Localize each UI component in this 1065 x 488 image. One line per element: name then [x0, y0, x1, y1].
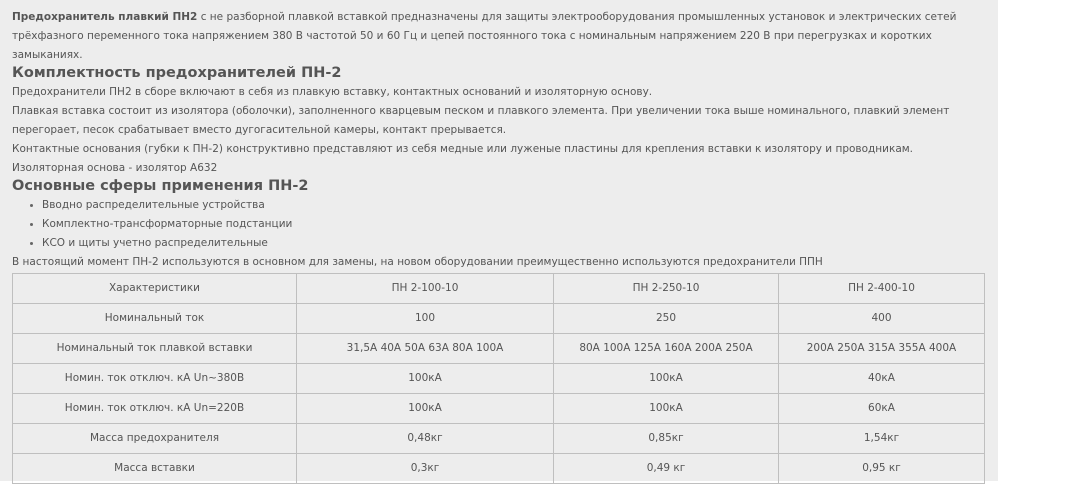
- applications-list: [12, 196, 986, 252]
- header-cell: ПН 2-100-10: [297, 273, 554, 303]
- completeness-paragraph-2: Плавкая вставка состоит из изолятора (оболочки), заполненного кварцевым песком и плавкого элемента. При увеличении тока выше номинального, плавкий элемент перегорает, песок срабатывает вместо дугогасительной камеры, контакт прерывается.: [12, 105, 950, 136]
- table-cell: 80A 100A 125A 160A 200A 250A: [554, 333, 779, 363]
- replacement-note: В настоящий момент ПН-2 используются в основном для замены, на новом оборудовании преимущественно используются предохранители ППН: [12, 255, 823, 268]
- header-cell: ПН 2-250-10: [554, 273, 779, 303]
- table-cell: Масса предохранителя: [13, 423, 297, 453]
- table-cell: 100: [297, 303, 554, 333]
- table-cell: 1,54кг: [779, 423, 985, 453]
- intro-bold-title: Предохранитель плавкий ПН2: [12, 11, 198, 23]
- intro-text: с не разборной плавкой вставкой предназначены для защиты электрооборудования промышленных установок и электрических сетей трёхфазного переменного тока напряжением 380 В частотой 50 и 60 Гц и цепей постоянного тока с номинальным напряжением 220 В при перегрузках и коротких замыканиях.: [12, 11, 957, 61]
- table-cell: 0,49 кг: [554, 453, 779, 483]
- table-header-row: [13, 273, 985, 303]
- table-cell: 40кА: [779, 363, 985, 393]
- table-cell: 0,3кг: [297, 453, 554, 483]
- list-item: Вводно распределительные устройства: [42, 196, 986, 215]
- list-item: КСО и щиты учетно распределительные: [42, 234, 986, 253]
- table-cell: 31,5A 40A 50A 63A 80A 100A: [297, 333, 554, 363]
- table-cell: 100кА: [297, 393, 554, 423]
- table-cell: Номинальный ток: [13, 303, 297, 333]
- table-row: [13, 453, 985, 483]
- table-cell: Номин. ток отключ. кА Un~380В: [13, 363, 297, 393]
- table-row: [13, 333, 985, 363]
- table-cell: 0,85кг: [554, 423, 779, 453]
- table-row: [13, 363, 985, 393]
- table-cell: Масса вставки: [13, 453, 297, 483]
- header-cell: Характеристики: [13, 273, 297, 303]
- table-cell: 60кА: [779, 393, 985, 423]
- table-cell: 100кА: [554, 363, 779, 393]
- table-row: [13, 393, 985, 423]
- table-cell: 400: [779, 303, 985, 333]
- table-cell: 0,95 кг: [779, 453, 985, 483]
- table-cell: 250: [554, 303, 779, 333]
- list-item: Комплектно-трансформаторные подстанции: [42, 215, 986, 234]
- table-cell: Номин. ток отключ. кА Un=220В: [13, 393, 297, 423]
- completeness-paragraph-4: Изоляторная основа - изолятор А632: [12, 161, 218, 174]
- table-cell: 0,48кг: [297, 423, 554, 453]
- intro-paragraph: [12, 8, 986, 64]
- section-heading-applications: Основные сферы применения ПН-2: [12, 178, 309, 195]
- header-cell: ПН 2-400-10: [779, 273, 985, 303]
- section-heading-completeness: Комплектность предохранителей ПН-2: [12, 65, 342, 82]
- table-cell: 200A 250A 315A 355A 400A: [779, 333, 985, 363]
- specs-table: [12, 273, 985, 484]
- table-cell: 100кА: [297, 363, 554, 393]
- completeness-paragraph-1: Предохранители ПН2 в сборе включают в себя из плавкую вставку, контактных оснований и изоляторную основу.: [12, 86, 653, 99]
- table-row: [13, 423, 985, 453]
- table-cell: Номинальный ток плавкой вставки: [13, 333, 297, 363]
- table-row: [13, 303, 985, 333]
- completeness-paragraph-3: Контактные основания (губки к ПН-2) конструктивно представляют из себя медные или луженые пластины для крепления вставки к изолятору и проводникам.: [12, 142, 914, 155]
- table-cell: 100кА: [554, 393, 779, 423]
